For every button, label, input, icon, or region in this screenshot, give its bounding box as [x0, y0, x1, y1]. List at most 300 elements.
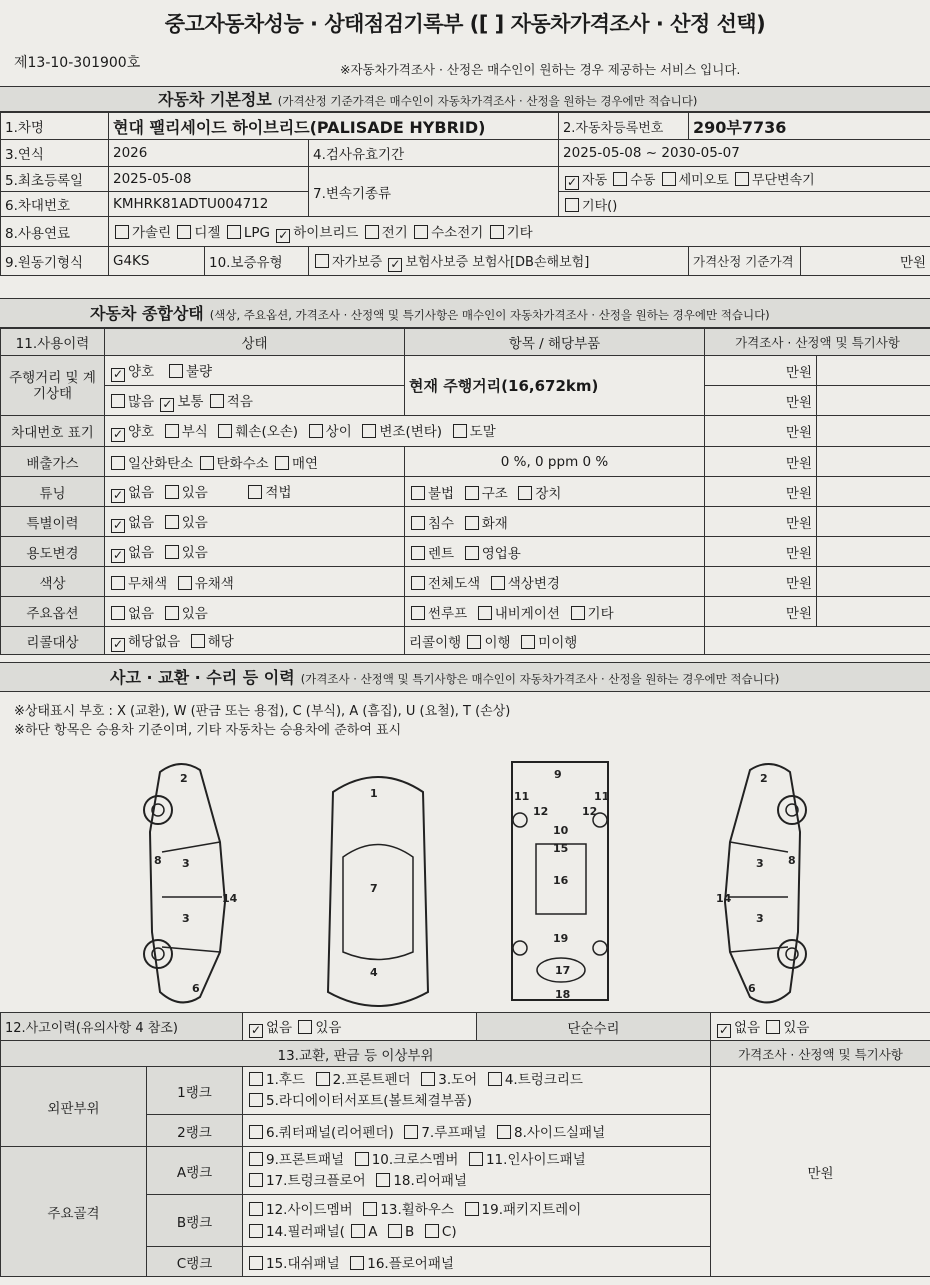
recall-note: [705, 627, 930, 655]
document-number: 제13-10-301900호: [14, 55, 141, 71]
rankC-label: C랭크: [147, 1247, 243, 1277]
sunroof-checkbox[interactable]: [411, 606, 425, 620]
achromatic-checkbox[interactable]: [111, 576, 125, 590]
recall-label: 리콜대상: [1, 627, 105, 655]
svg-text:17: 17: [555, 964, 571, 977]
door-checkbox[interactable]: [421, 1072, 435, 1086]
side-sill-label: 8.사이드실패널: [513, 1124, 606, 1141]
roof-panel-checkbox[interactable]: [404, 1125, 418, 1139]
radiator-support-checkbox[interactable]: [249, 1093, 263, 1107]
fuel-hydrogen-checkbox[interactable]: [414, 225, 428, 239]
trans-other-label: 기타(): [582, 198, 618, 214]
side-member-checkbox[interactable]: [249, 1202, 263, 1216]
main-frame-label: 주요골격: [1, 1147, 147, 1277]
car-right-side-diagram: [690, 752, 810, 1012]
rear-panel-label: 18.리어패널: [393, 1172, 467, 1189]
vin-plate-stolen-label: 도말: [469, 424, 496, 440]
pillar-b-checkbox[interactable]: [388, 1224, 402, 1238]
wheel-house-checkbox[interactable]: [363, 1202, 377, 1216]
car-top-view-diagram: [318, 762, 438, 1022]
document-title: 중고자동차성능 · 상태점검기록부 ([ ] 자동차가격조사 · 산정 선택): [164, 12, 766, 36]
svg-text:12: 12: [582, 805, 598, 818]
basic-info-note: (가격산정 기준가격은 매수인이 자동차가격조사 · 산정을 원하는 경우에만 적습니다): [277, 94, 698, 108]
rank1-parts: [243, 1067, 711, 1115]
vin-plate-different-checkbox[interactable]: [309, 424, 323, 438]
status-symbol-legend: ※상태표시 부호 : X (교환), W (판금 또는 용접), C (부식), A (흠집), U (요철), T (손상): [14, 704, 511, 719]
options-price-unit: 만원: [705, 597, 817, 627]
special-history-options: [105, 507, 405, 537]
full-paint-label: 전체도색: [428, 575, 481, 592]
mileage-good-checkbox[interactable]: ✓: [112, 366, 124, 381]
options-label: 주요옵션: [1, 597, 105, 627]
svg-text:14: 14: [716, 892, 732, 905]
vin-value: KMHRK81ADTU004712: [109, 192, 309, 217]
parts-price-header: 가격조사 · 산정액 및 특기사항: [711, 1041, 930, 1067]
rankA-parts: [243, 1147, 711, 1195]
svg-text:3: 3: [182, 857, 190, 870]
trans-manual-checkbox[interactable]: [613, 172, 627, 186]
side-sill-checkbox[interactable]: [497, 1125, 511, 1139]
inside-panel-checkbox[interactable]: [469, 1152, 483, 1166]
warranty-insurer-label: 보험사보증 보험사[DB손해보험]: [405, 254, 590, 270]
options-state: [105, 597, 405, 627]
trans-semi-label: 세미오토: [678, 172, 729, 188]
svg-text:11: 11: [514, 790, 530, 803]
accident-exists-checkbox[interactable]: [298, 1020, 312, 1034]
dash-panel-label: 15.대쉬패널: [266, 1255, 340, 1272]
fuel-hybrid-checkbox[interactable]: ✓: [278, 227, 289, 242]
emission-hc-checkbox[interactable]: [200, 456, 214, 470]
tuning-price-unit: 만원: [705, 477, 817, 507]
fuel-electric-label: 전기: [381, 224, 408, 241]
mileage-note-1: [817, 356, 930, 386]
vin-plate-label: 차대번호 표기: [1, 416, 105, 447]
trunk-lid-checkbox[interactable]: [488, 1072, 502, 1086]
svg-text:1: 1: [370, 787, 378, 800]
business-checkbox[interactable]: [465, 546, 479, 560]
color-price-unit: 만원: [705, 567, 817, 597]
svg-text:3: 3: [756, 912, 764, 925]
svg-text:2: 2: [180, 772, 188, 785]
options-exists-label: 있음: [181, 605, 208, 622]
rent-checkbox[interactable]: [411, 546, 425, 560]
svg-text:6: 6: [748, 982, 756, 995]
flood-checkbox[interactable]: [411, 516, 425, 530]
fuel-diesel-label: 디젤: [194, 224, 221, 241]
status-table: [0, 328, 930, 655]
vin-plate-good-label: 양호: [128, 424, 155, 440]
recall-options: [105, 627, 405, 655]
mileage-few-checkbox[interactable]: [210, 394, 224, 408]
status-header: [0, 298, 930, 328]
svg-text:7: 7: [370, 882, 378, 895]
svg-text:8: 8: [788, 854, 796, 867]
rank2-label: 2랭크: [147, 1115, 243, 1147]
emission-options: [105, 447, 405, 477]
special-none-checkbox[interactable]: ✓: [112, 517, 124, 532]
emission-smoke-label: 매연: [291, 455, 319, 472]
mileage-many-checkbox[interactable]: [111, 394, 125, 408]
navi-label: 내비게이션: [494, 605, 560, 622]
standard-note: ※하단 항목은 승용차 기준이며, 기타 자동차는 승용차에 준하여 표시: [14, 723, 402, 738]
fuel-options: [109, 217, 930, 247]
hood-checkbox[interactable]: [249, 1072, 263, 1086]
fuel-other-checkbox[interactable]: [490, 225, 504, 239]
recall-na-checkbox[interactable]: ✓: [112, 636, 124, 651]
options-items: [405, 597, 705, 627]
svg-text:2: 2: [760, 772, 768, 785]
reg-no-value: 290부7736: [689, 113, 930, 140]
accident-none-checkbox[interactable]: ✓: [250, 1022, 262, 1037]
warranty-insurer-checkbox[interactable]: ✓: [390, 256, 401, 271]
floor-panel-label: 16.플로어패널: [367, 1255, 454, 1272]
vin-label: 6.차대번호: [1, 192, 109, 217]
accident-title: 사고 · 교환 · 수리 등 이력: [110, 668, 295, 687]
fire-label: 화재: [481, 515, 508, 532]
tuning-legal-label: 적법: [265, 484, 292, 501]
transmission-options-row1: [559, 167, 930, 192]
vin-plate-altered-label: 변조(변타): [379, 424, 443, 440]
rankB-parts: [243, 1195, 711, 1247]
color-change-checkbox[interactable]: [491, 576, 505, 590]
transmission-options-row2: [559, 192, 930, 217]
parts-price-cell: [711, 1067, 930, 1277]
year-value: 2026: [109, 140, 309, 167]
vin-plate-price-unit: 만원: [705, 416, 817, 447]
tuning-device-label: 장치: [535, 485, 562, 502]
warranty-label: 10.보증유형: [205, 247, 309, 276]
pillar-c-label: C): [441, 1223, 457, 1240]
recall-done-checkbox[interactable]: [467, 635, 481, 649]
rankA-label: A랭크: [147, 1147, 243, 1195]
emission-smoke-checkbox[interactable]: [275, 456, 289, 470]
svg-text:14: 14: [222, 892, 238, 905]
inspection-label: 4.검사유효기간: [309, 140, 559, 167]
tuning-note: [817, 477, 930, 507]
warranty-options: [309, 247, 689, 276]
cross-member-checkbox[interactable]: [355, 1152, 369, 1166]
rear-panel-checkbox[interactable]: [376, 1173, 390, 1187]
svg-text:16: 16: [553, 874, 569, 887]
simple-repair-none-checkbox[interactable]: ✓: [718, 1022, 730, 1037]
color-items: [405, 567, 705, 597]
recall-yes-label: 해당: [207, 633, 234, 650]
pillar-panel-label: 14.필러패널(: [266, 1223, 345, 1240]
radiator-support-label: 5.라디에이터서포트(볼트체결부품): [266, 1092, 472, 1109]
mileage-state-row1: [105, 356, 405, 386]
vin-plate-damaged-label: 훼손(오손): [235, 424, 299, 440]
trans-cvt-checkbox[interactable]: [735, 172, 749, 186]
quarter-panel-checkbox[interactable]: [249, 1125, 263, 1139]
warranty-self-checkbox[interactable]: [315, 254, 329, 268]
year-label: 3.연식: [1, 140, 109, 167]
special-history-items: [405, 507, 705, 537]
quarter-panel-label: 6.쿼터패널(리어펜더): [266, 1124, 394, 1141]
mileage-state-row2: [105, 386, 405, 416]
simple-repair-exists-checkbox[interactable]: [766, 1020, 780, 1034]
options-other-checkbox[interactable]: [571, 606, 585, 620]
fuel-hybrid-label: 하이브리드: [293, 224, 359, 241]
tuning-structure-label: 구조: [481, 485, 508, 502]
use-change-none-checkbox[interactable]: ✓: [112, 547, 124, 562]
tuning-illegal-label: 불법: [428, 485, 455, 502]
trunk-floor-checkbox[interactable]: [249, 1173, 263, 1187]
special-price-unit: 만원: [705, 507, 817, 537]
transmission-label: 7.변속기종류: [309, 167, 559, 217]
accident-options: [243, 1013, 477, 1041]
usage-history-header: 11.사용이력: [1, 329, 105, 356]
fuel-electric-checkbox[interactable]: [365, 225, 379, 239]
tuning-device-checkbox[interactable]: [518, 486, 532, 500]
fuel-other-label: 기타: [506, 224, 533, 241]
basic-info-header: [0, 86, 930, 112]
trunk-lid-label: 4.트렁크리드: [504, 1071, 583, 1088]
accident-exists-label: 있음: [315, 1019, 342, 1036]
mileage-bad-label: 불량: [185, 363, 213, 380]
full-paint-checkbox[interactable]: [411, 576, 425, 590]
vin-plate-stolen-checkbox[interactable]: [453, 424, 467, 438]
first-reg-label: 5.최초등록일: [1, 167, 109, 192]
status-note: (색상, 주요옵션, 가격조사 · 산정액 및 특기사항은 매수인이 자동차가격조사 · 산정을 원하는 경우에만 적습니다): [209, 308, 770, 322]
fuel-gasoline-label: 가솔린: [132, 224, 172, 241]
accident-note: (가격조사 · 산정액 및 특기사항은 매수인이 자동차가격조사 · 산정을 원하는 경우에만 적습니다): [300, 672, 780, 686]
pillar-a-checkbox[interactable]: [351, 1224, 365, 1238]
emission-value: 0 %, 0 ppm 0 %: [405, 447, 705, 477]
trans-cvt-label: 무단변속기: [751, 172, 815, 188]
price-header: 가격조사 · 산정액 및 특기사항: [705, 329, 930, 356]
base-price-unit: 만원: [801, 247, 930, 276]
sunroof-label: 썬루프: [428, 605, 468, 622]
parts-table: [0, 1012, 930, 1277]
fuel-label: 8.사용연료: [1, 217, 109, 247]
recall-done-items: [405, 627, 705, 655]
front-fender-label: 2.프론트펜더: [332, 1071, 411, 1088]
rankC-parts: [243, 1247, 711, 1277]
svg-text:18: 18: [555, 988, 571, 1001]
car-left-side-diagram: [140, 752, 260, 1012]
special-note: [817, 507, 930, 537]
svg-text:3: 3: [182, 912, 190, 925]
flood-label: 침수: [428, 515, 455, 532]
first-reg-value: 2025-05-08: [109, 167, 309, 192]
chromatic-checkbox[interactable]: [178, 576, 192, 590]
car-name-value: 현대 팰리세이드 하이브리드(PALISADE HYBRID): [109, 113, 559, 140]
rankB-label: B랭크: [147, 1195, 243, 1247]
emission-price-unit: 만원: [705, 447, 817, 477]
tuning-label: 튜닝: [1, 477, 105, 507]
use-change-exists-label: 있음: [181, 544, 208, 561]
svg-text:15: 15: [553, 842, 569, 855]
mileage-bad-checkbox[interactable]: [169, 364, 183, 378]
vin-plate-corroded-checkbox[interactable]: [165, 424, 179, 438]
accident-header: [0, 662, 930, 692]
hood-label: 1.후드: [266, 1071, 305, 1088]
parts-header: 13.교환, 판금 등 이상부위: [1, 1041, 711, 1067]
trans-other-checkbox[interactable]: [565, 198, 579, 212]
base-price-label: 가격산정 기준가격: [689, 247, 801, 276]
achromatic-label: 무채색: [128, 575, 168, 592]
floor-panel-checkbox[interactable]: [350, 1256, 364, 1270]
accident-none-label: 없음: [266, 1019, 293, 1036]
tuning-options: [105, 477, 405, 507]
tuning-exists-checkbox[interactable]: [165, 485, 179, 499]
emission-co-checkbox[interactable]: [111, 456, 125, 470]
use-change-options: [105, 537, 405, 567]
vin-plate-options: [105, 416, 705, 447]
simple-repair-none-label: 없음: [734, 1019, 761, 1036]
rank1-label: 1랭크: [147, 1067, 243, 1115]
fuel-lpg-label: LPG: [243, 224, 270, 241]
engine-value: G4KS: [109, 247, 205, 276]
trans-auto-label: 자동: [582, 172, 608, 188]
mileage-few-label: 적음: [226, 393, 253, 410]
trans-semi-checkbox[interactable]: [662, 172, 676, 186]
options-exists-checkbox[interactable]: [165, 606, 179, 620]
warranty-self-label: 자가보증: [332, 254, 383, 270]
business-label: 영업용: [481, 545, 521, 562]
car-diagrams: [0, 742, 930, 1010]
emission-label: 배출가스: [1, 447, 105, 477]
service-note: ※자동차가격조사 · 산정은 매수인이 원하는 경우 제공하는 서비스 입니다.: [340, 62, 741, 77]
color-label: 색상: [1, 567, 105, 597]
recall-not-done-checkbox[interactable]: [521, 635, 535, 649]
basic-info-table: [0, 112, 930, 276]
svg-text:12: 12: [533, 805, 549, 818]
options-note: [817, 597, 930, 627]
outer-panel-label: 외판부위: [1, 1067, 147, 1147]
options-other-label: 기타: [587, 605, 614, 622]
mileage-many-label: 많음: [128, 393, 155, 410]
color-options: [105, 567, 405, 597]
rank2-parts: [243, 1115, 711, 1147]
dash-panel-checkbox[interactable]: [249, 1256, 263, 1270]
use-change-label: 용도변경: [1, 537, 105, 567]
recall-na-label: 해당없음: [128, 633, 181, 650]
fuel-lpg-checkbox[interactable]: [227, 225, 241, 239]
recall-yes-checkbox[interactable]: [191, 634, 205, 648]
fire-checkbox[interactable]: [465, 516, 479, 530]
use-change-exists-checkbox[interactable]: [165, 545, 179, 559]
pillar-a-label: A: [368, 1223, 378, 1240]
mileage-normal-checkbox[interactable]: ✓: [162, 396, 173, 411]
parts-price-unit: 만원: [807, 1165, 834, 1182]
navi-checkbox[interactable]: [478, 606, 492, 620]
inside-panel-label: 11.인사이드패널: [485, 1151, 586, 1168]
emission-hc-label: 탄화수소: [216, 455, 269, 472]
recall-done-option-label: 이행: [484, 634, 511, 651]
vin-plate-different-label: 상이: [325, 424, 352, 440]
vin-plate-altered-checkbox[interactable]: [362, 424, 376, 438]
simple-repair-options: [711, 1013, 930, 1041]
use-change-items: [405, 537, 705, 567]
tuning-none-label: 없음: [128, 484, 155, 501]
fuel-gasoline-checkbox[interactable]: [115, 225, 129, 239]
simple-repair-label: 단순수리: [477, 1013, 711, 1041]
tuning-none-checkbox[interactable]: ✓: [112, 487, 124, 502]
state-header: 상태: [105, 329, 405, 356]
mileage-note-2: [817, 386, 930, 416]
vin-plate-note: [817, 416, 930, 447]
side-member-label: 12.사이드멤버: [266, 1201, 353, 1218]
vin-plate-corroded-label: 부식: [181, 424, 208, 440]
mileage-value: 현재 주행거리(16,672km): [405, 356, 705, 416]
svg-text:6: 6: [192, 982, 200, 995]
pillar-panel-checkbox[interactable]: [249, 1224, 263, 1238]
trans-manual-label: 수동: [630, 172, 656, 188]
tuning-legal-checkbox[interactable]: [248, 485, 262, 499]
pillar-b-label: B: [405, 1223, 415, 1240]
use-change-price-unit: 만원: [705, 537, 817, 567]
vin-plate-good-checkbox[interactable]: ✓: [112, 427, 124, 441]
package-tray-checkbox[interactable]: [465, 1202, 479, 1216]
mileage-price-unit-1: 만원: [705, 356, 817, 386]
svg-text:19: 19: [553, 932, 569, 945]
fuel-diesel-checkbox[interactable]: [177, 225, 191, 239]
color-change-label: 색상변경: [507, 575, 560, 592]
emission-co-label: 일산화탄소: [128, 455, 194, 472]
fuel-hydrogen-label: 수소전기: [431, 224, 484, 241]
svg-text:8: 8: [154, 854, 162, 867]
recall-done-label: 리콜이행: [409, 634, 462, 651]
tuning-illegal-checkbox[interactable]: [411, 486, 425, 500]
rent-label: 렌트: [428, 545, 455, 562]
package-tray-label: 19.패키지트레이: [481, 1201, 582, 1218]
svg-text:11: 11: [594, 790, 610, 803]
wheel-house-label: 13.휠하우스: [380, 1201, 454, 1218]
options-none-checkbox[interactable]: [111, 606, 125, 620]
trans-auto-checkbox[interactable]: ✓: [567, 174, 578, 189]
tuning-structure-checkbox[interactable]: [465, 486, 479, 500]
special-exists-checkbox[interactable]: [165, 515, 179, 529]
chromatic-label: 유채색: [194, 575, 234, 592]
basic-info-title: 자동차 기본정보: [158, 90, 272, 109]
front-panel-checkbox[interactable]: [249, 1152, 263, 1166]
simple-repair-exists-label: 있음: [783, 1019, 810, 1036]
engine-label: 9.원동기형식: [1, 247, 109, 276]
use-change-none-label: 없음: [128, 544, 155, 561]
car-frame-diagram: [506, 760, 616, 1005]
front-panel-label: 9.프론트패널: [266, 1151, 345, 1168]
item-header: 항목 / 해당부품: [405, 329, 705, 356]
roof-panel-label: 7.루프패널: [421, 1124, 487, 1141]
tuning-exists-label: 있음: [181, 484, 208, 501]
emission-note: [817, 447, 930, 477]
recall-not-done-label: 미이행: [538, 634, 578, 651]
mileage-price-unit-2: 만원: [705, 386, 817, 416]
accident-history-label: 12.사고이력(유의사항 4 참조): [1, 1013, 243, 1041]
color-note: [817, 567, 930, 597]
vin-plate-damaged-checkbox[interactable]: [218, 424, 232, 438]
mileage-label: 주행거리 및 계기상태: [1, 356, 105, 416]
cross-member-label: 10.크로스멤버: [371, 1151, 459, 1168]
mileage-good-label: 양호: [128, 363, 155, 380]
svg-text:10: 10: [553, 824, 569, 837]
door-label: 3.도어: [438, 1071, 478, 1088]
svg-text:3: 3: [756, 857, 764, 870]
use-change-note: [817, 537, 930, 567]
mileage-normal-label: 보통: [177, 393, 204, 410]
reg-no-label: 2.자동차등록번호: [559, 113, 689, 140]
svg-text:9: 9: [554, 768, 562, 781]
special-exists-label: 있음: [181, 514, 208, 531]
pillar-c-checkbox[interactable]: [425, 1224, 439, 1238]
options-none-label: 없음: [128, 605, 155, 622]
inspection-value: 2025-05-08 ~ 2030-05-07: [559, 140, 930, 167]
special-history-label: 특별이력: [1, 507, 105, 537]
front-fender-checkbox[interactable]: [316, 1072, 330, 1086]
trunk-floor-label: 17.트렁크플로어: [266, 1172, 366, 1189]
svg-text:4: 4: [370, 966, 378, 979]
